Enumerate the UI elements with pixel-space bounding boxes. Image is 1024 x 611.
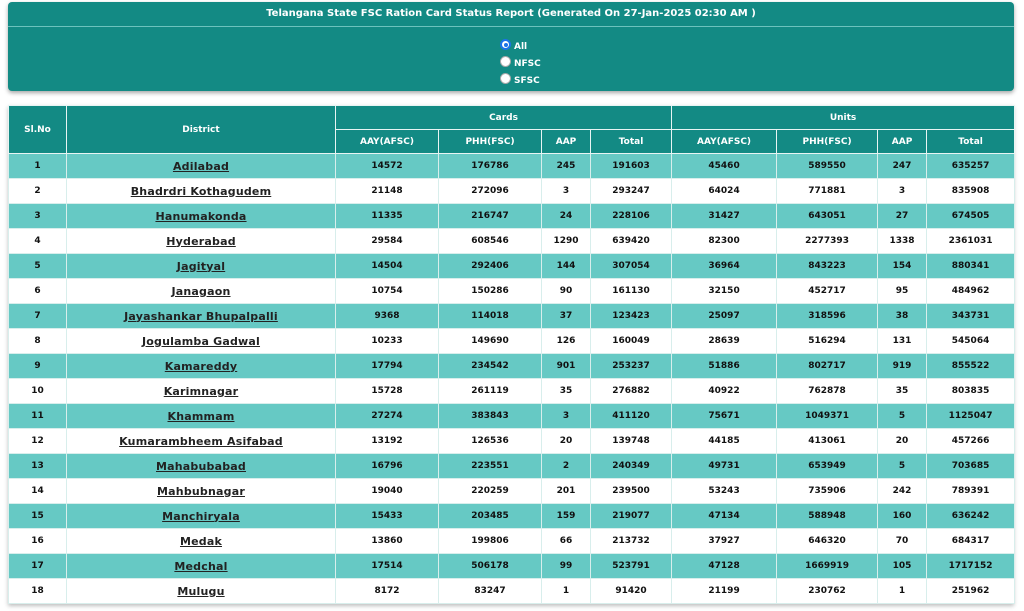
table-row <box>9 354 1015 379</box>
cell-cards-aap: 2 <box>542 454 591 479</box>
cell-cards-aay: 13192 <box>336 429 439 454</box>
cell-units-aap: 160 <box>878 504 927 529</box>
cell-units-total: 835908 <box>927 179 1015 204</box>
cell-units-phh: 318596 <box>777 304 878 329</box>
district-link[interactable]: Hanumakonda <box>155 209 247 223</box>
cell-units-aay: 47128 <box>672 554 777 579</box>
table-row <box>9 304 1015 329</box>
cell-units-phh: 771881 <box>777 179 878 204</box>
cell-cards-aay: 15728 <box>336 379 439 404</box>
cell-units-phh: 1049371 <box>777 404 878 429</box>
cell-district <box>67 279 336 304</box>
cell-slno: 12 <box>9 429 67 454</box>
cell-units-phh: 762878 <box>777 379 878 404</box>
cell-units-total: 789391 <box>927 479 1015 504</box>
cell-slno: 7 <box>9 304 67 329</box>
cell-units-aay: 47134 <box>672 504 777 529</box>
cell-units-aay: 44185 <box>672 429 777 454</box>
header-cards-aap: AAP <box>542 130 591 154</box>
cell-units-aay: 31427 <box>672 204 777 229</box>
radio-label: NFSC <box>514 58 541 69</box>
cell-cards-total: 91420 <box>591 579 672 604</box>
table-row <box>9 329 1015 354</box>
cell-units-total: 251962 <box>927 579 1015 604</box>
radio-label: SFSC <box>514 75 540 86</box>
table-row <box>9 154 1015 179</box>
cell-units-aap: 131 <box>878 329 927 354</box>
cell-units-phh: 646320 <box>777 529 878 554</box>
cell-units-phh: 653949 <box>777 454 878 479</box>
cell-cards-phh: 126536 <box>439 429 542 454</box>
cell-cards-aap: 3 <box>542 179 591 204</box>
radio-button[interactable] <box>500 73 511 84</box>
cell-cards-aap: 35 <box>542 379 591 404</box>
table-row <box>9 454 1015 479</box>
radio-option-all[interactable] <box>500 36 541 53</box>
cell-units-aap: 3 <box>878 179 927 204</box>
district-link[interactable]: Jayashankar Bhupalpalli <box>124 309 278 323</box>
cell-units-total: 343731 <box>927 304 1015 329</box>
cell-cards-aay: 15433 <box>336 504 439 529</box>
cell-cards-phh: 220259 <box>439 479 542 504</box>
district-link[interactable]: Mahabubabad <box>156 459 246 473</box>
cell-cards-phh: 608546 <box>439 229 542 254</box>
cell-units-phh: 413061 <box>777 429 878 454</box>
report-header-panel <box>8 2 1014 91</box>
cell-cards-phh: 272096 <box>439 179 542 204</box>
cell-district <box>67 379 336 404</box>
table-row <box>9 279 1015 304</box>
cell-cards-total: 139748 <box>591 429 672 454</box>
header-units-aap: AAP <box>878 130 927 154</box>
cell-units-aay: 28639 <box>672 329 777 354</box>
cell-units-phh: 516294 <box>777 329 878 354</box>
cell-cards-aap: 1290 <box>542 229 591 254</box>
cell-cards-aap: 24 <box>542 204 591 229</box>
district-link[interactable]: Jagityal <box>176 259 226 273</box>
cell-cards-phh: 223551 <box>439 454 542 479</box>
cell-cards-aay: 17514 <box>336 554 439 579</box>
cell-cards-aap: 20 <box>542 429 591 454</box>
cell-cards-aap: 3 <box>542 404 591 429</box>
cell-district <box>67 479 336 504</box>
district-link[interactable]: Hyderabad <box>166 234 236 248</box>
cell-cards-total: 639420 <box>591 229 672 254</box>
table-row <box>9 504 1015 529</box>
cell-slno: 8 <box>9 329 67 354</box>
district-link[interactable]: Adilabad <box>172 159 230 173</box>
cell-cards-aay: 10754 <box>336 279 439 304</box>
cell-cards-total: 523791 <box>591 554 672 579</box>
cell-slno: 6 <box>9 279 67 304</box>
cell-units-total: 803835 <box>927 379 1015 404</box>
cell-cards-total: 161130 <box>591 279 672 304</box>
cell-units-aap: 5 <box>878 454 927 479</box>
table-body <box>9 154 1015 604</box>
radio-button[interactable] <box>500 39 511 50</box>
cell-district <box>67 154 336 179</box>
header-cards-total: Total <box>591 130 672 154</box>
cell-units-aap: 154 <box>878 254 927 279</box>
header-units-phh: PHH(FSC) <box>777 130 878 154</box>
header-cards-phh: PHH(FSC) <box>439 130 542 154</box>
cell-cards-phh: 203485 <box>439 504 542 529</box>
cell-slno: 2 <box>9 179 67 204</box>
cell-cards-total: 219077 <box>591 504 672 529</box>
cell-cards-aap: 90 <box>542 279 591 304</box>
district-link[interactable]: Mahbubnagar <box>157 484 245 498</box>
cell-cards-phh: 261119 <box>439 379 542 404</box>
cell-units-aay: 82300 <box>672 229 777 254</box>
cell-cards-aay: 14504 <box>336 254 439 279</box>
radio-option-nfsc[interactable] <box>500 53 541 70</box>
cell-units-aay: 32150 <box>672 279 777 304</box>
table-row <box>9 229 1015 254</box>
cell-units-aap: 1 <box>878 579 927 604</box>
cell-district <box>67 454 336 479</box>
cell-units-aap: 5 <box>878 404 927 429</box>
cell-cards-phh: 234542 <box>439 354 542 379</box>
cell-units-phh: 643051 <box>777 204 878 229</box>
cell-units-total: 636242 <box>927 504 1015 529</box>
radio-button[interactable] <box>500 56 511 67</box>
cell-cards-phh: 383843 <box>439 404 542 429</box>
cell-slno: 10 <box>9 379 67 404</box>
cell-units-aap: 95 <box>878 279 927 304</box>
district-link[interactable]: Medak <box>179 534 223 548</box>
cell-district <box>67 504 336 529</box>
report-title: Telangana State FSC Ration Card Status Report (Generated On 27-Jan-2025 02:30 AM ) <box>8 2 1014 27</box>
header-cards: Cards <box>336 106 672 130</box>
cell-cards-total: 307054 <box>591 254 672 279</box>
cell-units-total: 855522 <box>927 354 1015 379</box>
cell-cards-phh: 199806 <box>439 529 542 554</box>
cell-cards-aay: 11335 <box>336 204 439 229</box>
cell-cards-total: 253237 <box>591 354 672 379</box>
cell-slno: 3 <box>9 204 67 229</box>
cell-cards-aay: 16796 <box>336 454 439 479</box>
cell-district <box>67 229 336 254</box>
cell-units-total: 545064 <box>927 329 1015 354</box>
header-district: District <box>67 106 336 154</box>
cell-cards-total: 191603 <box>591 154 672 179</box>
cell-units-aay: 21199 <box>672 579 777 604</box>
radio-option-sfsc[interactable] <box>500 70 541 87</box>
table-row <box>9 554 1015 579</box>
cell-cards-aap: 37 <box>542 304 591 329</box>
cell-cards-phh: 216747 <box>439 204 542 229</box>
cell-cards-total: 239500 <box>591 479 672 504</box>
cell-district <box>67 554 336 579</box>
cell-units-aay: 36964 <box>672 254 777 279</box>
cell-units-phh: 588948 <box>777 504 878 529</box>
cell-units-aap: 919 <box>878 354 927 379</box>
cell-slno: 1 <box>9 154 67 179</box>
cell-cards-aay: 8172 <box>336 579 439 604</box>
cell-units-phh: 2277393 <box>777 229 878 254</box>
cell-units-aay: 37927 <box>672 529 777 554</box>
cell-cards-phh: 149690 <box>439 329 542 354</box>
cell-cards-phh: 83247 <box>439 579 542 604</box>
table-row <box>9 429 1015 454</box>
cell-slno: 9 <box>9 354 67 379</box>
cell-units-total: 1125047 <box>927 404 1015 429</box>
cell-district <box>67 404 336 429</box>
cell-cards-aay: 13860 <box>336 529 439 554</box>
cell-units-phh: 735906 <box>777 479 878 504</box>
cell-units-phh: 230762 <box>777 579 878 604</box>
cell-slno: 14 <box>9 479 67 504</box>
cell-units-aay: 25097 <box>672 304 777 329</box>
cell-units-aap: 70 <box>878 529 927 554</box>
header-slno: Sl.No <box>9 106 67 154</box>
cell-district <box>67 304 336 329</box>
cell-district <box>67 579 336 604</box>
table-row <box>9 404 1015 429</box>
cell-units-aap: 247 <box>878 154 927 179</box>
table-row <box>9 379 1015 404</box>
district-link[interactable]: Janagaon <box>171 284 231 298</box>
table-row <box>9 204 1015 229</box>
cell-cards-aay: 9368 <box>336 304 439 329</box>
cell-units-total: 1717152 <box>927 554 1015 579</box>
header-cards-aay: AAY(AFSC) <box>336 130 439 154</box>
header-units-aay: AAY(AFSC) <box>672 130 777 154</box>
cell-units-total: 457266 <box>927 429 1015 454</box>
cell-slno: 5 <box>9 254 67 279</box>
cell-cards-total: 276882 <box>591 379 672 404</box>
cell-units-aay: 45460 <box>672 154 777 179</box>
cell-units-phh: 452717 <box>777 279 878 304</box>
cell-units-total: 484962 <box>927 279 1015 304</box>
table-row <box>9 254 1015 279</box>
cell-cards-aay: 14572 <box>336 154 439 179</box>
cell-units-aap: 20 <box>878 429 927 454</box>
cell-cards-aap: 1 <box>542 579 591 604</box>
cell-district <box>67 354 336 379</box>
cell-units-total: 880341 <box>927 254 1015 279</box>
cell-cards-total: 160049 <box>591 329 672 354</box>
cell-units-aap: 38 <box>878 304 927 329</box>
ration-card-status-table <box>8 105 1015 604</box>
cell-slno: 13 <box>9 454 67 479</box>
scheme-filter-radio-group <box>500 36 541 87</box>
cell-district <box>67 529 336 554</box>
cell-units-aap: 242 <box>878 479 927 504</box>
cell-cards-aap: 126 <box>542 329 591 354</box>
cell-units-aay: 53243 <box>672 479 777 504</box>
district-link[interactable]: Karimnagar <box>163 384 239 398</box>
radio-label: All <box>514 41 528 52</box>
cell-units-aap: 1338 <box>878 229 927 254</box>
cell-cards-phh: 506178 <box>439 554 542 579</box>
district-link[interactable]: Kamareddy <box>164 359 238 373</box>
district-link[interactable]: Mulugu <box>177 584 225 598</box>
cell-cards-total: 240349 <box>591 454 672 479</box>
cell-cards-total: 228106 <box>591 204 672 229</box>
header-units-total: Total <box>927 130 1015 154</box>
cell-slno: 18 <box>9 579 67 604</box>
cell-units-phh: 802717 <box>777 354 878 379</box>
cell-cards-aay: 27274 <box>336 404 439 429</box>
cell-units-aay: 64024 <box>672 179 777 204</box>
cell-slno: 15 <box>9 504 67 529</box>
header-units: Units <box>672 106 1015 130</box>
cell-units-aap: 35 <box>878 379 927 404</box>
cell-units-phh: 589550 <box>777 154 878 179</box>
cell-units-phh: 843223 <box>777 254 878 279</box>
cell-cards-phh: 114018 <box>439 304 542 329</box>
cell-units-aay: 49731 <box>672 454 777 479</box>
cell-cards-total: 213732 <box>591 529 672 554</box>
table-row <box>9 479 1015 504</box>
table-row <box>9 529 1015 554</box>
cell-units-total: 2361031 <box>927 229 1015 254</box>
cell-units-aap: 27 <box>878 204 927 229</box>
cell-units-aay: 75671 <box>672 404 777 429</box>
cell-slno: 11 <box>9 404 67 429</box>
cell-cards-aay: 17794 <box>336 354 439 379</box>
cell-district <box>67 329 336 354</box>
table-row <box>9 179 1015 204</box>
cell-cards-aay: 19040 <box>336 479 439 504</box>
cell-cards-aap: 159 <box>542 504 591 529</box>
cell-cards-aap: 144 <box>542 254 591 279</box>
cell-units-total: 635257 <box>927 154 1015 179</box>
table-row <box>9 579 1015 604</box>
cell-district <box>67 179 336 204</box>
cell-cards-aap: 99 <box>542 554 591 579</box>
cell-slno: 17 <box>9 554 67 579</box>
cell-units-aay: 40922 <box>672 379 777 404</box>
cell-cards-aap: 66 <box>542 529 591 554</box>
cell-district <box>67 254 336 279</box>
cell-cards-aay: 21148 <box>336 179 439 204</box>
cell-units-total: 703685 <box>927 454 1015 479</box>
district-link[interactable]: Jogulamba Gadwal <box>141 334 261 348</box>
district-link[interactable]: Medchal <box>174 559 228 573</box>
cell-cards-phh: 150286 <box>439 279 542 304</box>
district-link[interactable]: Manchiryala <box>162 509 240 523</box>
district-link[interactable]: Kumarambheem Asifabad <box>119 434 283 448</box>
cell-slno: 4 <box>9 229 67 254</box>
cell-cards-aay: 29584 <box>336 229 439 254</box>
cell-cards-phh: 292406 <box>439 254 542 279</box>
cell-units-aay: 51886 <box>672 354 777 379</box>
district-link[interactable]: Bhadrdri Kothagudem <box>130 184 272 198</box>
cell-cards-aap: 245 <box>542 154 591 179</box>
cell-cards-total: 123423 <box>591 304 672 329</box>
cell-cards-total: 293247 <box>591 179 672 204</box>
status-table-container <box>8 105 1014 604</box>
cell-units-aap: 105 <box>878 554 927 579</box>
cell-slno: 16 <box>9 529 67 554</box>
cell-cards-aay: 10233 <box>336 329 439 354</box>
cell-cards-aap: 201 <box>542 479 591 504</box>
cell-cards-phh: 176786 <box>439 154 542 179</box>
cell-district <box>67 429 336 454</box>
cell-cards-total: 411120 <box>591 404 672 429</box>
cell-cards-aap: 901 <box>542 354 591 379</box>
cell-units-phh: 1669919 <box>777 554 878 579</box>
district-link[interactable]: Khammam <box>167 409 235 423</box>
cell-units-total: 674505 <box>927 204 1015 229</box>
cell-units-total: 684317 <box>927 529 1015 554</box>
cell-district <box>67 204 336 229</box>
